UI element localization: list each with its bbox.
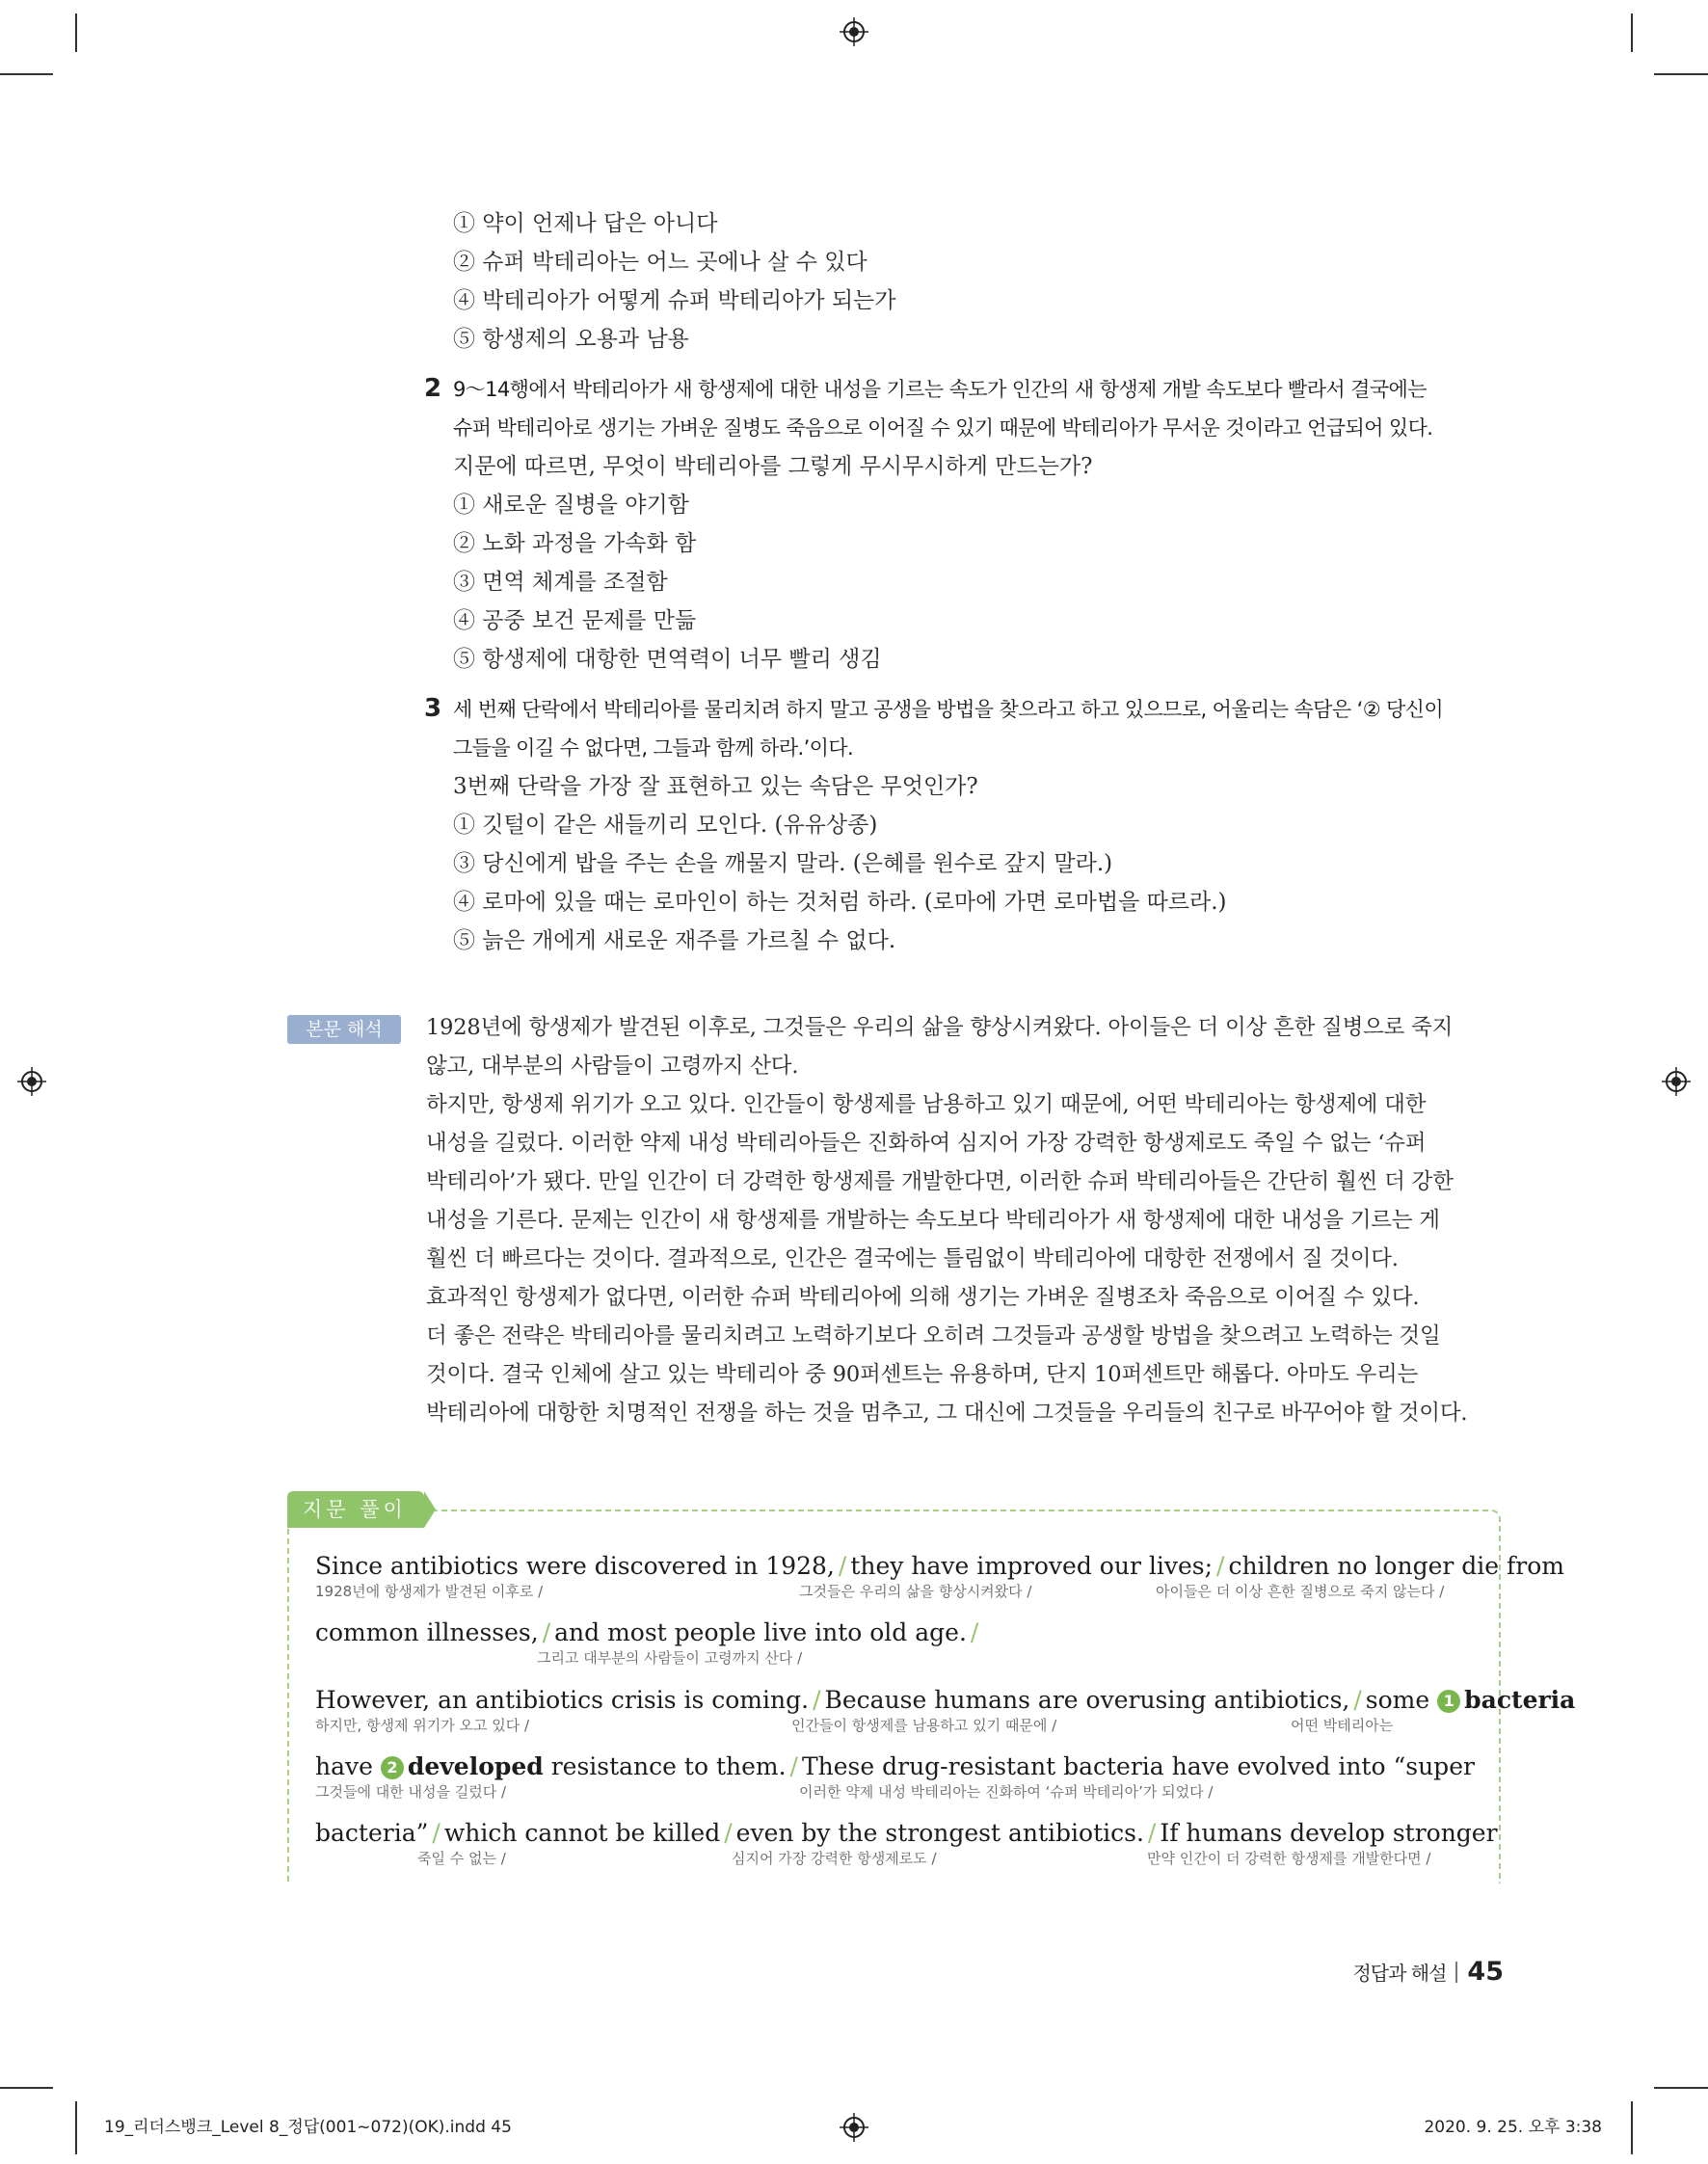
translation-line: 더 좋은 전략은 박테리아를 물리치려고 노력하기보다 오히려 그것들과 공생할 방법을 찾으려고 노력하는 것일 [426,1323,1441,1349]
translation-line: 내성을 길렀다. 이러한 약제 내성 박테리아들은 진화하여 심지어 가장 강력한 항생제로도 죽일 수 없는 ‘슈퍼 [426,1131,1427,1156]
analysis-line [315,1686,1576,1736]
chunk: even by the strongest antibiotics. [735,1819,1144,1847]
slash: / [970,1618,979,1646]
marker-badge: 2 [381,1756,404,1779]
chunk: Since antibiotics were discovered in 1928, [315,1552,835,1580]
gloss: 1928년에 항생제가 발견된 이후로 / [315,1583,544,1600]
analysis-line [315,1618,1470,1669]
option: ④ 공중 보건 문제를 만듦 [453,608,697,633]
chunk: However, an antibiotics crisis is coming. [315,1686,810,1714]
gloss: 심지어 가장 강력한 항생제로도 / [732,1850,937,1867]
slash: / [724,1819,733,1847]
option: ③ 당신에게 밥을 주는 손을 깨물지 말라. (은혜를 원수로 갚지 말라.) [453,851,1113,876]
gloss: 그것들은 우리의 삶을 향상시켜왔다 / [799,1583,1032,1600]
translation-body [426,1008,1496,1432]
option: ⑤ 항생제에 대항한 면역력이 너무 빨리 생김 [453,647,882,672]
slash: / [542,1618,551,1646]
gloss: 인간들이 항생제를 남용하고 있기 때문에 / [791,1717,1057,1734]
registration-mark-icon [840,2113,868,2142]
chunk: These drug-resistant bacteria have evolved into “super [801,1752,1475,1780]
slash: / [1147,1819,1157,1847]
analysis-label: 지문 풀이 [287,1491,424,1528]
explanation-line: 9～14행에서 박테리아가 새 항생제에 대한 내성을 기르는 속도가 인간의 새 항생제 개발 속도보다 빨라서 결국에는 [453,378,1427,401]
crop-mark [0,73,53,75]
translation-line: 박테리아’가 됐다. 만일 인간이 더 강력한 항생제를 개발한다면, 이러한 슈퍼 박테리아들은 간단히 훨씬 더 강한 [426,1169,1454,1194]
translation-line: 것이다. 결국 인체에 살고 있는 박테리아 중 90퍼센트는 유용하며, 단지 10퍼센트만 해롭다. 아마도 우리는 [426,1362,1419,1387]
chunk: bacteria” [315,1819,429,1847]
crop-mark [75,13,77,52]
chunk: If humans develop stronger [1160,1819,1498,1847]
explanation-line: 슈퍼 박테리아로 생기는 가벼운 질병도 죽음으로 이어질 수 있기 때문에 박테리아가 무서운 것이라고 언급되어 있다. [453,416,1433,440]
registration-mark-icon [1662,1067,1691,1096]
q1-options [453,204,1504,359]
gloss: 그것들에 대한 내성을 길렀다 / [315,1783,507,1801]
option: ④ 로마에 있을 때는 로마인이 하는 것처럼 하라. (로마에 가면 로마법을 따르라.) [453,890,1227,915]
crop-mark [1654,2087,1708,2089]
footer-label: 정답과 해설 [1352,1962,1447,1985]
crop-mark [1654,73,1708,75]
option: ④ 박테리아가 어떻게 슈퍼 박테리아가 되는가 [453,288,896,313]
chunk-text: have [315,1752,373,1780]
chunk: common illnesses, [315,1618,539,1646]
crop-mark [0,2087,53,2089]
question-number: 2 [424,374,442,403]
q2-block [453,370,1504,679]
chunk [315,1752,787,1781]
translation-line: 1928년에 항생제가 발견된 이후로, 그것들은 우리의 삶을 향상시켜왔다. 아이들은 더 이상 흔한 질병으로 죽지 [426,1015,1454,1040]
analysis-line [315,1552,1564,1602]
chunk: Because humans are overusing antibiotics, [824,1686,1350,1714]
option: ① 약이 언제나 답은 아니다 [453,211,718,236]
registration-mark-icon [17,1067,46,1096]
slash: / [1216,1552,1225,1580]
slash: / [813,1686,821,1714]
translation-line: 내성을 기른다. 문제는 인간이 새 항생제를 개발하는 속도보다 박테리아가 새 항생제에 대한 내성을 기르는 게 [426,1208,1440,1233]
question-text: 지문에 따르면, 무엇이 박테리아를 그렇게 무시무시하게 만드는가? [453,454,1093,479]
option: ⑤ 항생제의 오용과 남용 [453,327,689,352]
explanation-line: 그들을 이길 수 없다면, 그들과 함께 하라.’이다. [453,736,854,760]
crop-mark [1631,2101,1633,2154]
gloss: 그리고 대부분의 사람들이 고령까지 산다 / [537,1649,803,1667]
chunk: children no longer die from [1228,1552,1564,1580]
translation-line: 하지만, 항생제 위기가 오고 있다. 인간들이 항생제를 남용하고 있기 때문에, 어떤 박테리아는 항생제에 대한 [426,1092,1427,1117]
gloss: 어떤 박테리아는 [1291,1717,1394,1734]
slash: / [838,1552,847,1580]
crop-mark [1631,13,1633,52]
option: ② 노화 과정을 가속화 함 [453,531,697,556]
option: ① 새로운 질병을 야기함 [453,493,689,518]
analysis-line [315,1752,1475,1803]
chunk-text: some [1365,1686,1430,1714]
translation-line: 효과적인 항생제가 없다면, 이러한 슈퍼 박테리아에 의해 생기는 가벼운 질병조차 죽음으로 이어질 수 있다. [426,1285,1420,1310]
option: ② 슈퍼 박테리아는 어느 곳에나 살 수 있다 [453,250,867,275]
crop-mark [75,2101,77,2154]
explanation-line: 세 번째 단락에서 박테리아를 물리치려 하지 말고 공생을 방법을 찾으라고 하고 있으므로, 어울리는 속담은 ‘② 당신이 [453,698,1444,721]
gloss: 죽일 수 없는 / [417,1850,506,1867]
chunk: which cannot be killed [443,1819,721,1847]
page-footer [1352,1957,1504,1987]
page-number: 45 [1467,1957,1504,1987]
chunk: and most people live into old age. [554,1618,967,1646]
gloss: 이러한 약제 내성 박테리아는 진화하여 ‘슈퍼 박테리아’가 되었다 / [799,1783,1214,1801]
option: ⑤ 늙은 개에게 새로운 재주를 가르칠 수 없다. [453,928,896,953]
slash: / [789,1752,798,1780]
registration-mark-icon [840,17,868,46]
translation-line: 않고, 대부분의 사람들이 고령까지 산다. [426,1054,799,1079]
slash: / [432,1819,440,1847]
gloss: 만약 인간이 더 강력한 항생제를 개발한다면 / [1147,1850,1431,1867]
translation-label: 본문 해석 [287,1015,401,1044]
slug-filename: 19_리더스뱅크_Level 8_정답(001~072)(OK).indd 45 [104,2118,512,2137]
bold-word: bacteria [1464,1686,1576,1714]
translation-line: 훨씬 더 빠르다는 것이다. 결과적으로, 인간은 결국에는 틀림없이 박테리아에 대항한 전쟁에서 질 것이다. [426,1246,1399,1271]
option: ③ 면역 체계를 조절함 [453,570,668,595]
translation-line: 박테리아에 대항한 치명적인 전쟁을 하는 것을 멈추고, 그 대신에 그것들을 우리들의 친구로 바꾸어야 할 것이다. [426,1401,1468,1426]
chunk: they have improved our lives; [850,1552,1213,1580]
gloss: 하지만, 항생제 위기가 오고 있다 / [315,1717,530,1734]
chunk-text: resistance to them. [550,1752,787,1780]
gloss: 아이들은 더 이상 흔한 질병으로 죽지 않는다 / [1156,1583,1445,1600]
q3-block [453,690,1504,960]
slash: / [1353,1686,1362,1714]
footer-divider [1455,1962,1457,1983]
marker-badge: 1 [1437,1690,1460,1713]
question-number: 3 [424,694,442,723]
option: ① 깃털이 같은 새들끼리 모인다. (유유상종) [453,813,878,838]
chunk [1366,1686,1576,1715]
bold-word: developed [407,1752,544,1780]
question-text: 3번째 단락을 가장 잘 표현하고 있는 속담은 무엇인가? [453,774,978,799]
slug-timestamp: 2020. 9. 25. 오후 3:38 [1424,2118,1602,2137]
analysis-line [315,1819,1498,1869]
